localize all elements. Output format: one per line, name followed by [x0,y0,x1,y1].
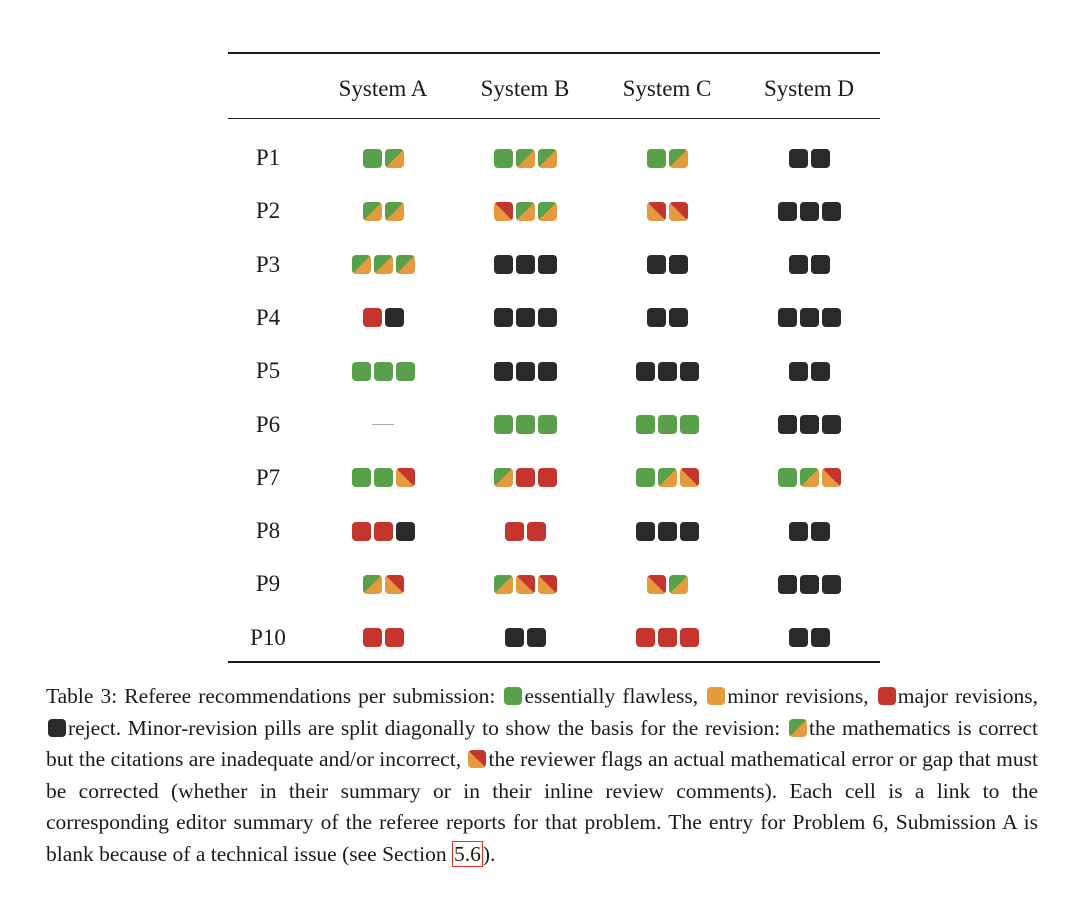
row-label: P8 [255,518,281,544]
table-cell-link[interactable] [607,250,727,280]
minor-citations-pill [516,149,535,168]
minor-citations-pill [658,468,677,487]
table-cell-link[interactable] [607,303,727,333]
recommendation-pills [789,362,830,381]
table-cell-link[interactable] [465,463,585,493]
table-cell-link[interactable] [323,356,443,386]
minor-citations-pill [538,149,557,168]
recommendation-pills [494,255,557,274]
row-label: P6 [255,411,281,437]
minor-math-pill [396,468,415,487]
reject-pill [680,522,699,541]
recommendation-pills [636,362,699,381]
flawless-pill [374,362,393,381]
flawless-pill [680,415,699,434]
recommendation-pills [363,149,404,168]
reject-pill [647,255,666,274]
legend-minor-math-swatch [468,750,486,768]
recommendation-pills [789,522,830,541]
flawless-pill [636,415,655,434]
recommendation-pills [494,415,557,434]
major-revision-pill [538,468,557,487]
flawless-pill [396,362,415,381]
recommendation-pills [494,202,557,221]
minor-citations-pill [352,255,371,274]
caption-text: minor revisions, [727,684,869,708]
reject-pill [658,362,677,381]
minor-citations-pill [669,575,688,594]
reject-pill [778,575,797,594]
reject-pill [789,522,808,541]
recommendation-pills [636,468,699,487]
reject-pill [669,308,688,327]
recommendation-pills [778,308,841,327]
minor-citations-pill [385,202,404,221]
table-cell-link[interactable] [607,356,727,386]
recommendation-pills [647,575,688,594]
row-label: P3 [255,251,281,277]
table-cell-link[interactable] [607,569,727,599]
table-cell-link[interactable] [323,250,443,280]
recommendation-pills [647,308,688,327]
reject-pill [822,575,841,594]
row-label: P2 [255,198,281,224]
table-cell-link[interactable] [749,196,869,226]
recommendation-pills [363,628,404,647]
table-cell-link[interactable] [749,463,869,493]
reject-pill [811,255,830,274]
recommendation-pills [494,575,557,594]
row-label: P5 [255,358,281,384]
reject-pill [800,415,819,434]
table-cell-link[interactable] [465,410,585,440]
reject-pill [822,202,841,221]
reject-pill [516,255,535,274]
caption-text: essentially flawless, [524,684,699,708]
recommendation-pills [778,202,841,221]
table-cell-link[interactable] [607,516,727,546]
table-cell-link[interactable] [607,463,727,493]
recommendation-pills [636,522,699,541]
flawless-pill [538,415,557,434]
reject-pill [494,308,513,327]
minor-math-pill [680,468,699,487]
table-cell-link[interactable] [749,356,869,386]
legend-flawless-swatch [504,687,522,705]
minor-citations-pill [538,202,557,221]
reject-pill [822,415,841,434]
legend-reject-swatch [48,719,66,737]
reject-pill [396,522,415,541]
reject-pill [636,362,655,381]
reject-pill [505,628,524,647]
minor-math-pill [538,575,557,594]
table-cell-link[interactable] [323,303,443,333]
recommendation-pills [363,575,404,594]
minor-math-pill [822,468,841,487]
reject-pill [789,149,808,168]
reject-pill [811,362,830,381]
row-label: P7 [255,464,281,490]
major-revision-pill [527,522,546,541]
major-revision-pill [680,628,699,647]
legend-minor-swatch [707,687,725,705]
minor-citations-pill [516,202,535,221]
reject-pill [669,255,688,274]
recommendation-pills [352,255,415,274]
reject-pill [778,308,797,327]
flawless-pill [647,149,666,168]
minor-math-pill [385,575,404,594]
reject-pill [658,522,677,541]
reject-pill [516,362,535,381]
row-label: P9 [255,571,281,597]
table-cell-link[interactable] [465,303,585,333]
table-caption [46,681,1038,870]
table-cell-link[interactable] [323,196,443,226]
table-cell-link[interactable] [323,463,443,493]
caption-text: the mathematics is correct but the citations are inadequate and/or incorrect, [46,715,1039,771]
minor-math-pill [494,202,513,221]
reject-pill [778,415,797,434]
flawless-pill [494,149,513,168]
recommendation-pills [789,255,830,274]
table-cell-link[interactable] [607,410,727,440]
table-cell-link[interactable] [749,516,869,546]
minor-citations-pill [494,575,513,594]
reject-pill [800,202,819,221]
column-header: System B [480,76,570,101]
table-cell-link[interactable] [465,196,585,226]
recommendation-pills [647,202,688,221]
table-cell-link[interactable] [607,143,727,173]
minor-math-pill [647,202,666,221]
reject-pill [811,522,830,541]
table-cell-link[interactable] [323,569,443,599]
minor-citations-pill [396,255,415,274]
reject-pill [636,522,655,541]
table-cell-link[interactable] [465,143,585,173]
reject-pill [680,362,699,381]
reject-pill [811,628,830,647]
flawless-pill [658,415,677,434]
table-cell-link[interactable] [465,356,585,386]
recommendation-pills [636,415,699,434]
reject-pill [647,308,666,327]
table-cell-link[interactable] [465,623,585,653]
reject-pill [778,202,797,221]
table-cell-link[interactable] [749,143,869,173]
recommendation-pills [494,149,557,168]
caption-text: reject. Minor-revision pills are split diagonally to show the basis for the revision: [68,715,781,740]
table-cell-link[interactable] [323,623,443,653]
minor-citations-pill [669,149,688,168]
table-cell-link[interactable] [607,196,727,226]
reject-pill [800,575,819,594]
caption-text: Table 3: Referee recommendations per submission: [46,684,496,708]
legend-minor-citations-swatch [789,719,807,737]
minor-math-pill [647,575,666,594]
flawless-pill [374,468,393,487]
caption-text: major revisions, [897,684,1038,708]
table-cell-link[interactable] [465,516,585,546]
table-cell-link[interactable] [607,623,727,653]
recommendation-pills [363,202,404,221]
major-revision-pill [363,628,382,647]
table-cell-link[interactable] [749,569,869,599]
recommendation-pills [636,628,699,647]
reject-pill [538,255,557,274]
caption-text: the reviewer flags an actual mathematical error or gap that must be corrected (whether in their summary or in their inline review comments). Each cell is a link to the corresponding editor summary of the referee reports for that problem. The entry for Problem 6, Submission A is blank because of a technical issue (see Section [46,747,1038,866]
minor-citations-pill [363,575,382,594]
recommendation-pills [494,308,557,327]
reject-pill [516,308,535,327]
table-bottom-rule [228,661,880,663]
flawless-pill [636,468,655,487]
table-cell-link[interactable] [465,250,585,280]
recommendation-pills [778,575,841,594]
reject-pill [385,308,404,327]
major-revision-pill [352,522,371,541]
table-cell-link[interactable] [749,410,869,440]
flawless-pill [778,468,797,487]
major-revision-pill [363,308,382,327]
reject-pill [494,362,513,381]
reject-pill [538,308,557,327]
flawless-pill [494,415,513,434]
flawless-pill [352,468,371,487]
row-label: P1 [255,145,281,170]
recommendation-pills [363,308,404,327]
table-top-rule [228,52,880,54]
recommendation-pills [352,522,415,541]
table-cell-link[interactable] [323,410,443,440]
table-header-rule [228,118,880,119]
column-header: System C [622,76,712,101]
column-header: System D [763,76,855,101]
table-cell-link[interactable] [323,143,443,173]
major-revision-pill [658,628,677,647]
reject-pill [789,362,808,381]
recommendation-pills [505,628,546,647]
table-cell-link[interactable] [749,250,869,280]
recommendation-pills [778,415,841,434]
recommendation-pills [789,149,830,168]
flawless-pill [352,362,371,381]
caption-text: ). [482,841,496,866]
row-label: P4 [255,304,281,330]
reject-pill [800,308,819,327]
major-revision-pill [516,468,535,487]
minor-citations-pill [800,468,819,487]
reject-pill [494,255,513,274]
minor-citations-pill [385,149,404,168]
recommendation-pills [352,468,415,487]
major-revision-pill [636,628,655,647]
minor-citations-pill [374,255,393,274]
reject-pill [822,308,841,327]
recommendation-pills [494,362,557,381]
recommendation-pills [647,149,688,168]
section-reference-link[interactable]: 5.6 [453,841,481,866]
recommendation-pills [778,468,841,487]
reject-pill [527,628,546,647]
reject-pill [789,255,808,274]
minor-math-pill [669,202,688,221]
table-cell-link[interactable] [323,516,443,546]
reject-pill [789,628,808,647]
recommendation-pills [352,362,415,381]
recommendation-pills [494,468,557,487]
reject-pill [538,362,557,381]
row-label: P10 [250,624,286,650]
flawless-pill [516,415,535,434]
recommendation-pills [647,255,688,274]
table-cell-link[interactable] [749,623,869,653]
minor-citations-pill [363,202,382,221]
table-cell-link[interactable] [465,569,585,599]
recommendation-pills [505,522,546,541]
major-revision-pill [385,628,404,647]
flawless-pill [363,149,382,168]
major-revision-pill [505,522,524,541]
minor-math-pill [516,575,535,594]
legend-major-swatch [878,687,896,705]
blank-entry-dash [372,424,394,425]
reject-pill [811,149,830,168]
table-cell-link[interactable] [749,303,869,333]
column-header: System A [338,76,428,101]
recommendation-pills [789,628,830,647]
minor-citations-pill [494,468,513,487]
major-revision-pill [374,522,393,541]
